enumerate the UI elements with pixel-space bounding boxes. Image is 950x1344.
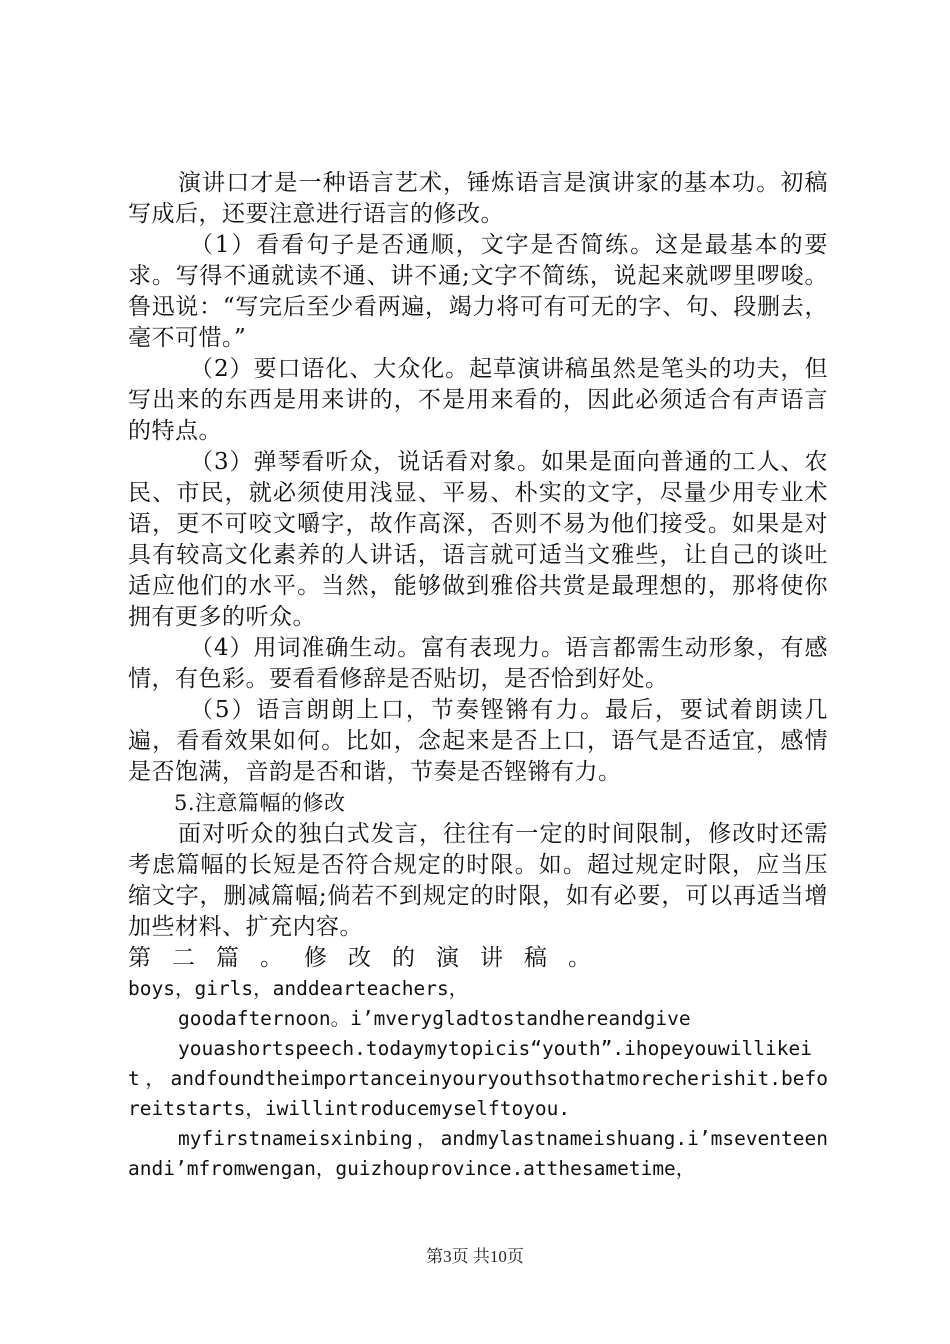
paragraph-point-4: （4）用词准确生动。富有表现力。语言都需生动形象，有感情，有色彩。要看看修辞是否贴切，是否恰到好处。 bbox=[128, 635, 828, 692]
english-greeting: boys，girls，anddearteachers， bbox=[128, 977, 469, 1000]
english-line-2: youashortspeech.todaymytopicis“youth”.ihopeyouwillikeit，andfoundtheimportanceinyouryouthsothatmorecherishit.beforeitstarts，iwillintroducemyselftoyou. bbox=[128, 1037, 828, 1120]
paragraph-point-1: （1）看看句子是否通顺，文字是否简练。这是最基本的要求。写得不通就读不通、讲不通;文字不简练，说起来就啰里啰唆。鲁迅说：“写完后至少看两遍，竭力将可有可无的字、句、段删去，毫不可惜。” bbox=[128, 232, 828, 351]
paragraph-point-2: （2）要口语化、大众化。起草演讲稿虽然是笔头的功夫，但写出来的东西是用来讲的，不是用来看的，因此必须适合有声语言的特点。 bbox=[128, 356, 828, 444]
english-line-3: myfirstnameisxinbing，andmylastnameishuang.i’mseventeenandi’mfromwengan，guizhouprovince.atthesametime， bbox=[128, 1127, 828, 1180]
section-heading-5: 5.注意篇幅的修改 bbox=[174, 791, 346, 815]
paragraph-point-3: （3）弹琴看听众，说话看对象。如果是面向普通的工人、农民、市民，就必须使用浅显、平易、朴实的文字，尽量少用专业术语，更不可咬文嚼字，故作高深，否则不易为他们接受。如果是对具有较高文化素养的人讲话，语言就可适当文雅些，让自己的谈吐适应他们的水平。当然，能够做到雅俗共赏是最理想的，那将使你拥有更多的听众。 bbox=[128, 449, 828, 630]
paragraph-point-5: （5）语言朗朗上口，节奏铿锵有力。最后，要试着朗读几遍，看看效果如何。比如，念起来是否上口，语气是否适宜，感情是否饱满，音韵是否和谐，节奏是否铿锵有力。 bbox=[128, 697, 828, 785]
paragraph-length: 面对听众的独白式发言，往往有一定的时间限制，修改时还需考虑篇幅的长短是否符合规定的时限。如。超过规定时限，应当压缩文字，删减篇幅;倘若不到规定的时限，如有必要，可以再适当增加些材料、扩充内容。 bbox=[128, 821, 828, 940]
section-title: 第二篇。修改的演讲稿。 bbox=[128, 945, 612, 971]
page-footer: 第3页 共10页 bbox=[426, 1247, 524, 1266]
paragraph-intro: 演讲口才是一种语言艺术，锤炼语言是演讲家的基本功。初稿写成后，还要注意进行语言的修改。 bbox=[128, 170, 828, 227]
document-body bbox=[128, 168, 828, 1184]
english-line-1: goodafternoon。i’mverygladtostandhereandgive bbox=[178, 1007, 691, 1030]
